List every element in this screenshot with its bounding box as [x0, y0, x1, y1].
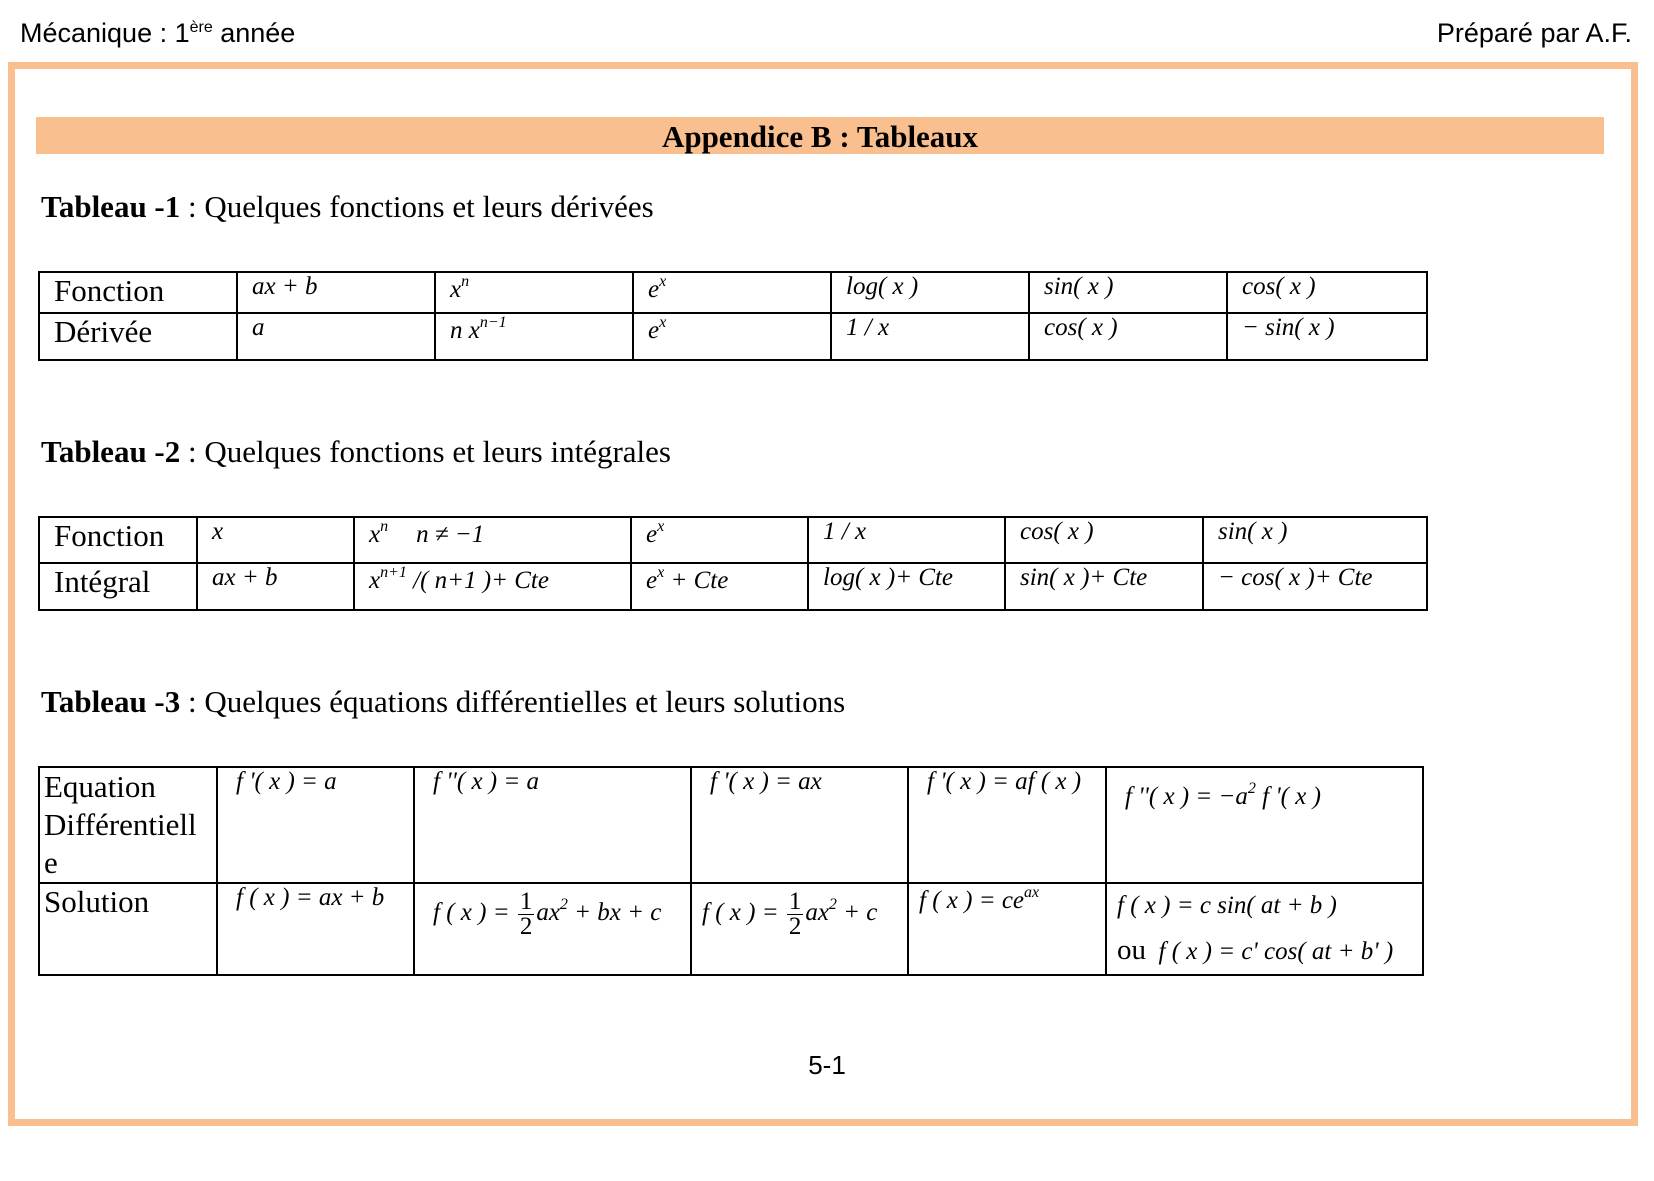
table1-caption-text: : Quelques fonctions et leurs dérivées	[180, 189, 654, 224]
row-label: Dérivée	[39, 313, 237, 360]
row-label: Solution	[39, 883, 217, 975]
page-number: 5-1	[808, 1050, 846, 1080]
table-row	[39, 767, 1423, 883]
cell: sin( x )	[1029, 272, 1227, 313]
cell: cos( x )	[1005, 517, 1203, 563]
table2-caption	[41, 434, 671, 470]
row-label: Intégral	[39, 563, 197, 610]
table-row	[39, 563, 1427, 610]
cell: f ( x ) = $\frac{1}{2}$ $ax^2 + c$	[691, 883, 908, 975]
cell: $e^x$	[631, 517, 808, 563]
cell: n $x^{n-1}$	[435, 313, 633, 360]
cell: f ( x ) = c sin( at + b ) ou f ( x ) = c' cos( at + b' )	[1106, 883, 1423, 975]
header-year: année	[212, 18, 296, 48]
table-row	[39, 272, 1427, 313]
table1-caption-label: Tableau -1	[41, 189, 181, 224]
cell: 1 / x	[808, 517, 1005, 563]
row-label: Equation Différentiell e	[39, 767, 217, 883]
table3-caption-text: : Quelques équations différentielles et leurs solutions	[180, 684, 846, 719]
table-row	[39, 883, 1423, 975]
cell: f '( x ) = ax	[691, 767, 908, 883]
cell: $x^n$	[435, 272, 633, 313]
cell: − sin( x )	[1227, 313, 1427, 360]
derivatives-table	[38, 271, 1428, 361]
cell: f '( x ) = a	[217, 767, 414, 883]
cell: a	[237, 313, 435, 360]
cell: $x^n$ n ≠ −1	[354, 517, 631, 563]
cell: x	[197, 517, 354, 563]
differential-equations-table	[38, 766, 1424, 976]
cell: $x^{n+1}$ /( n+1 )+ Cte	[354, 563, 631, 610]
cell: cos( x )	[1029, 313, 1227, 360]
row-label: Fonction	[39, 517, 197, 563]
integrals-table	[38, 516, 1428, 611]
cell: f ''( x ) = a	[414, 767, 691, 883]
header-course: Mécanique : 1	[20, 18, 190, 48]
row-label: Fonction	[39, 272, 237, 313]
cell: cos( x )	[1227, 272, 1427, 313]
header-author: Préparé par A.F.	[1436, 18, 1632, 48]
cell: ax + b	[237, 272, 435, 313]
cell: log( x )+ Cte	[808, 563, 1005, 610]
page-title: Appendice B : Tableaux	[36, 117, 1604, 154]
cell: $e^x$	[633, 313, 831, 360]
cell: − cos( x )+ Cte	[1203, 563, 1427, 610]
table3-caption	[41, 684, 845, 720]
table1-caption	[41, 189, 654, 225]
cell: $e^x$ + Cte	[631, 563, 808, 610]
cell: f '( x ) = af ( x )	[908, 767, 1106, 883]
cell: ax + b	[197, 563, 354, 610]
cell: sin( x )	[1203, 517, 1427, 563]
fraction: $\frac{1}{2}$	[788, 888, 802, 940]
header-sup: ère	[189, 19, 213, 36]
cell: f ( x ) = $\frac{1}{2}$ $ax^2$ + bx + c	[414, 883, 691, 975]
table2-caption-text: : Quelques fonctions et leurs intégrales	[180, 434, 671, 469]
cell: f ''( x ) = $-a^2$ f '( x )	[1106, 767, 1423, 883]
table-row	[39, 313, 1427, 360]
table-row	[39, 517, 1427, 563]
table2-caption-label: Tableau -2	[41, 434, 181, 469]
header-left	[20, 18, 295, 49]
cell: f ( x ) = ax + b	[217, 883, 414, 975]
cell: log( x )	[831, 272, 1029, 313]
table3-caption-label: Tableau -3	[41, 684, 181, 719]
cell: $e^x$	[633, 272, 831, 313]
cell: sin( x )+ Cte	[1005, 563, 1203, 610]
cell: f ( x ) = $ce^{ax}$	[908, 883, 1106, 975]
cell: 1 / x	[831, 313, 1029, 360]
fraction: $\frac{1}{2}$	[519, 888, 533, 940]
